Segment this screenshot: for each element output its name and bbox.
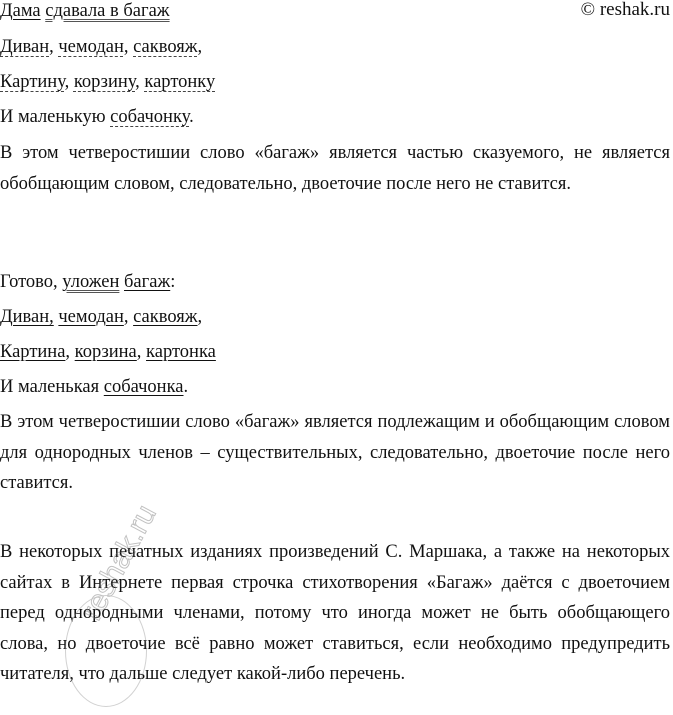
poem1-item: чемодан	[58, 37, 124, 57]
poem2-item: собачонка	[103, 377, 184, 397]
explanation-3: В некоторых печатных изданиях произведений С. Маршака, а также на некоторых сайтах в Интернете первая строчка стихотворения «Багаж» даётся с двоеточием перед однородными членами, потому что иногда может не быть обобщающего слова, но двоеточие всё равно может ставиться, если необходимо предупредить читателя, что дальше следует какой-либо перечень.	[0, 542, 670, 684]
poem2-item: Диван,	[0, 307, 54, 327]
separator: .	[183, 377, 189, 397]
poem2-item: чемодан	[58, 307, 124, 327]
separator: ,	[64, 72, 74, 92]
poem2-line1-prefix: Готово,	[0, 272, 63, 292]
separator: :	[170, 272, 176, 292]
separator: ,	[136, 342, 147, 362]
poem2-predicate: уложен	[62, 272, 120, 292]
poem2-item: картонка	[146, 342, 216, 362]
copyright-label: © reshak.ru	[580, 0, 670, 20]
poem1-line4-prefix: И маленькую	[0, 107, 111, 127]
poem2-line3	[0, 340, 216, 364]
poem2-line2	[0, 305, 202, 329]
poem1-item: Диван	[0, 37, 50, 57]
poem1-line4	[0, 105, 194, 129]
separator: ,	[123, 307, 134, 327]
separator: ,	[197, 37, 203, 57]
separator: ,	[123, 37, 134, 57]
separator: ,	[65, 342, 75, 362]
poem2-item: Картина	[0, 342, 66, 362]
poem1-item: Картину	[0, 72, 65, 92]
separator: ,	[49, 37, 59, 57]
poem2-subject: багаж	[124, 272, 171, 292]
poem1-item: собачонку	[110, 107, 190, 127]
separator: .	[189, 107, 194, 127]
explanation-2: В этом четверостишии слово «багаж» является подлежащим и обобщающим словом для однородных членов – существительных, следовательно, двоеточие после него ставится.	[0, 412, 670, 493]
poem2-line1	[0, 270, 175, 294]
poem1-line2	[0, 35, 202, 59]
poem1-predicate: сдавала в багаж	[45, 1, 170, 21]
poem1-subject: Дама	[0, 1, 41, 21]
watermark-text: reshak.ru	[75, 499, 163, 626]
poem1-item: картонку	[144, 72, 216, 92]
poem1-item: саквояж	[133, 37, 198, 57]
poem1-item: корзину	[73, 72, 136, 92]
explanation-1: В этом четверостишии слово «багаж» является частью сказуемого, не является обобщающим словом, следовательно, двоеточие после него не ставится.	[0, 143, 670, 194]
poem1-line1	[0, 0, 170, 23]
separator: ,	[197, 307, 203, 327]
separator: ,	[135, 72, 145, 92]
poem1-line3	[0, 70, 215, 94]
poem2-item: корзина	[74, 342, 137, 362]
poem2-item: саквояж	[133, 307, 198, 327]
poem2-line4	[0, 375, 188, 399]
poem2-line4-prefix: И маленькая	[0, 377, 104, 397]
